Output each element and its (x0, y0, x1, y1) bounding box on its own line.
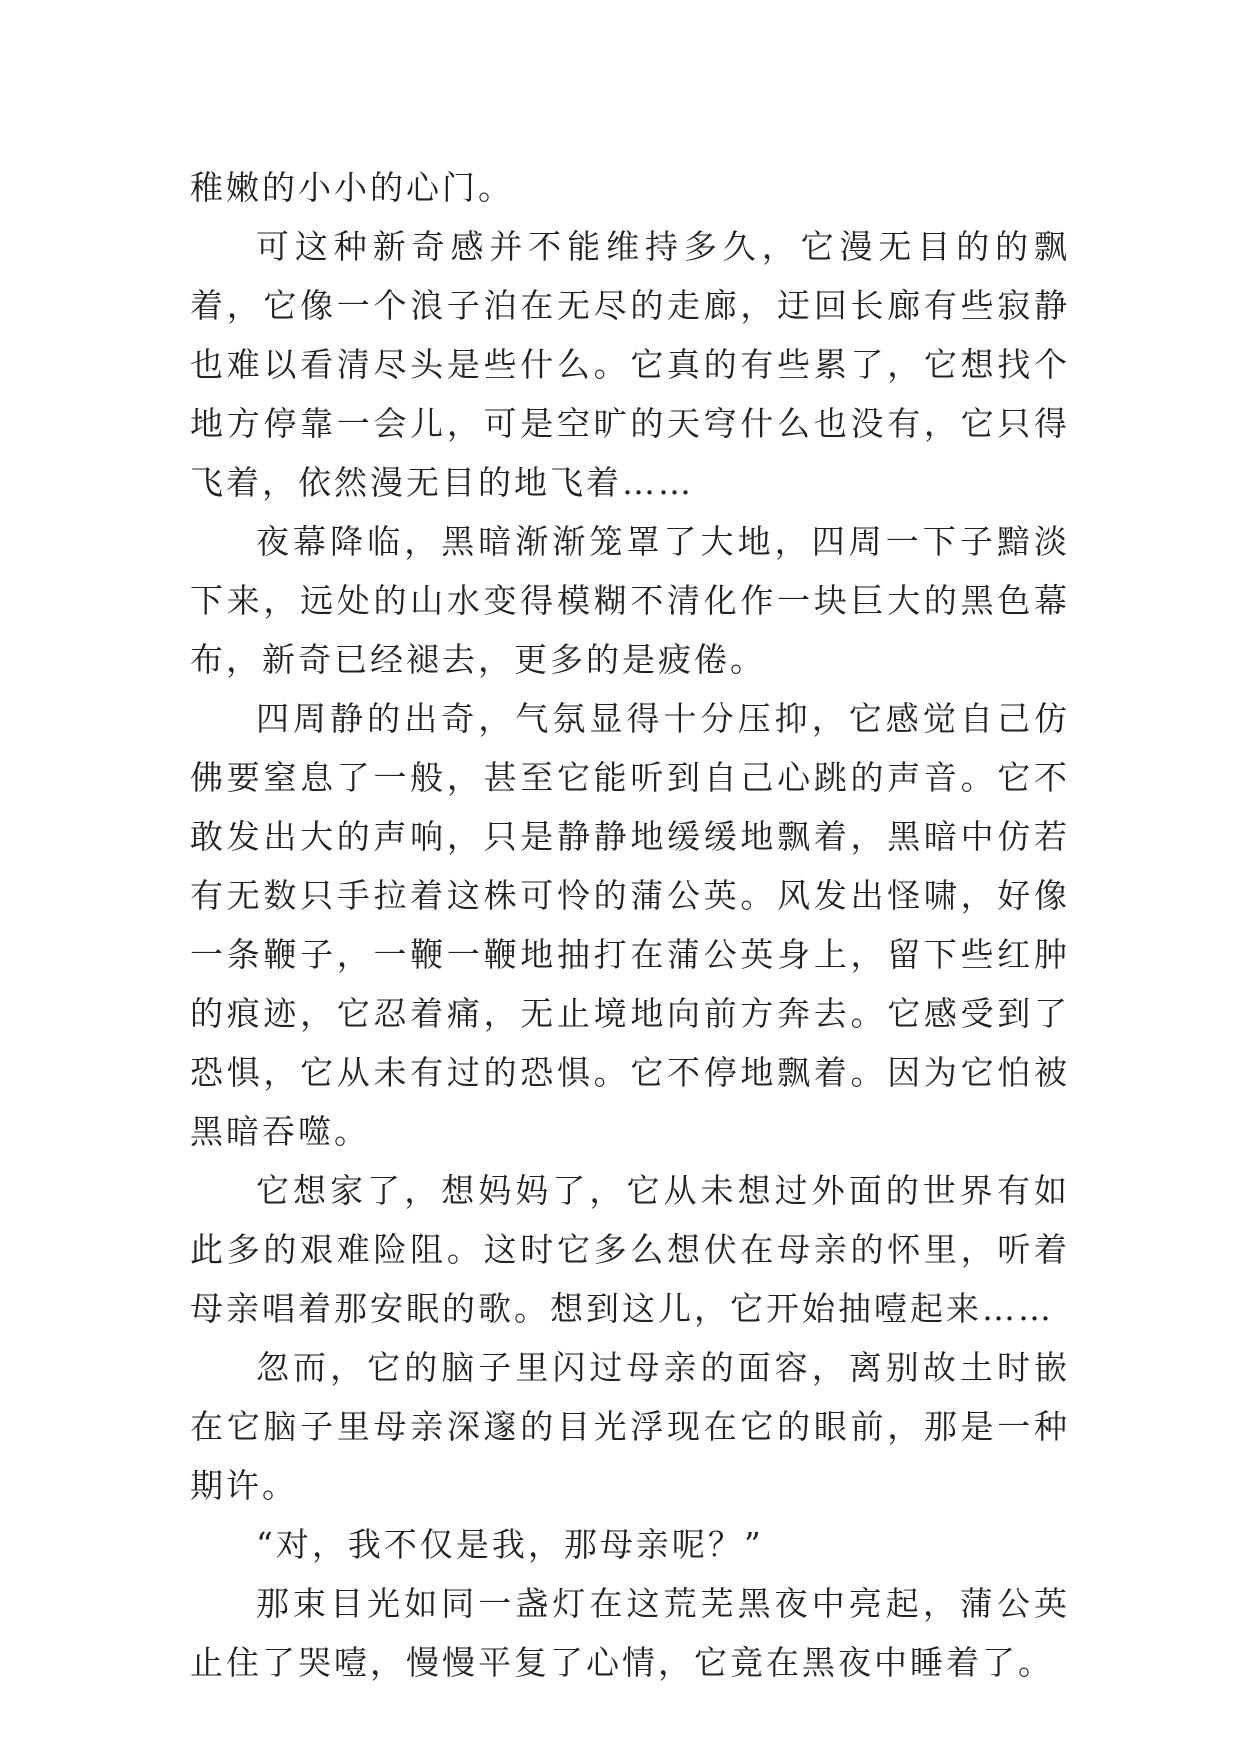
paragraph: 稚嫩的小小的心门。 (190, 168, 514, 207)
paragraph: 可这种新奇感并不能维持多久，它漫无目的的飘着，它像一个浪子泊在无尽的走廊，迂回长廊有些寂静也难以看清尽头是些什么。它真的有些累了，它想找个地方停靠一会儿，可是空旷的天穹什么也没有，它只得飞着，依然漫无目的地飞着…… (190, 227, 1070, 502)
paragraph: 它想家了，想妈妈了，它从未想过外面的世界有如此多的艰难险阻。这时它多么想伏在母亲的怀里，听着母亲唱着那安眠的歌。想到这儿，它开始抽噎起来…… (190, 1171, 1070, 1328)
paragraph: 四周静的出奇，气氛显得十分压抑，它感觉自己仿佛要窒息了一般，甚至它能听到自己心跳的声音。它不敢发出大的声响，只是静静地缓缓地飘着，黑暗中仿若有无数只手拉着这株可怜的蒲公英。风发出怪啸，好像一条鞭子，一鞭一鞭地抽打在蒲公英身上，留下些红肿的痕迹，它忍着痛，无止境地向前方奔去。它感受到了恐惧，它从未有过的恐惧。它不停地飘着。因为它怕被黑暗吞噬。 (190, 699, 1070, 1151)
quote-paragraph: “对，我不仅是我，那母亲呢？” (256, 1525, 764, 1564)
paragraph: 忽而，它的脑子里闪过母亲的面容，离别故土时嵌在它脑子里母亲深邃的目光浮现在它的眼前，那是一种期许。 (190, 1348, 1070, 1505)
paragraph: 夜幕降临，黑暗渐渐笼罩了大地，四周一下子黯淡下来，远处的山水变得模糊不清化作一块巨大的黑色幕布，新奇已经褪去，更多的是疲倦。 (190, 522, 1070, 679)
document-body (190, 158, 1070, 1692)
paragraph: 那束目光如同一盏灯在这荒芜黑夜中亮起，蒲公英止住了哭噎，慢慢平复了心情，它竟在黑夜中睡着了。 (190, 1584, 1070, 1682)
